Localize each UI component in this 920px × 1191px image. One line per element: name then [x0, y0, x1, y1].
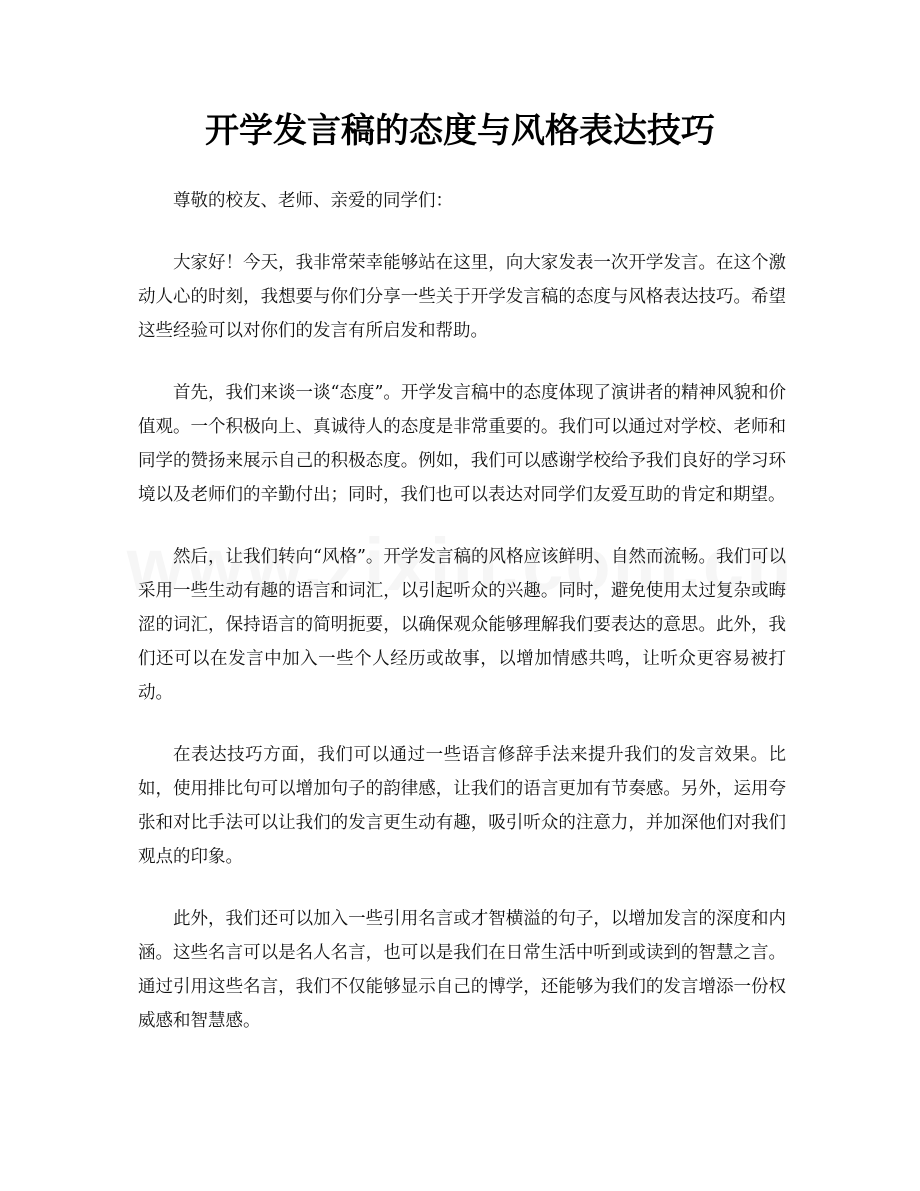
paragraph-style: 然后，让我们转向“风格”。开学发言稿的风格应该鲜明、自然而流畅。我们可以采用一些生动有趣的语言和词汇，以引起听众的兴趣。同时，避免使用太过复杂或晦涩的词汇，保持语言的简明扼要，以确保观众能够理解我们要表达的意思。此外，我们还可以在发言中加入一些个人经历或故事，以增加情感共鸣，让听众更容易被打动。 [138, 547, 786, 703]
paragraph-attitude: 首先，我们来谈一谈“态度”。开学发言稿中的态度体现了演讲者的精神风貌和价值观。一个积极向上、真诚待人的态度是非常重要的。我们可以通过对学校、老师和同学的赞扬来展示自己的积极态度。例如，我们可以感谢学校给予我们良好的学习环境以及老师们的辛勤付出；同时，我们也可以表达对同学们友爱互助的肯定和期望。 [138, 383, 786, 505]
paragraph-salutation: 尊敬的校友、老师、亲爱的同学们： [173, 191, 453, 211]
document-body [138, 184, 786, 1066]
document-title: 开学发言稿的态度与风格表达技巧 [205, 111, 715, 151]
paragraph-greeting: 大家好！今天，我非常荣幸能够站在这里，向大家发表一次开学发言。在这个激动人心的时刻，我想要与你们分享一些关于开学发言稿的态度与风格表达技巧。希望这些经验可以对你们的发言有所启发和帮助。 [138, 253, 786, 341]
paragraph-quotes: 此外，我们还可以加入一些引用名言或才智横溢的句子，以增加发言的深度和内涵。这些名言可以是名人名言，也可以是我们在日常生活中听到或读到的智慧之言。通过引用这些名言，我们不仅能够显示自己的博学，还能够为我们的发言增添一份权威感和智慧感。 [138, 909, 786, 1031]
paragraph-techniques: 在表达技巧方面，我们可以通过一些语言修辞手法来提升我们的发言效果。比如，使用排比句可以增加句子的韵律感，让我们的语言更加有节奏感。另外，运用夸张和对比手法可以让我们的发言更生动有趣，吸引听众的注意力，并加深他们对我们观点的印象。 [138, 745, 786, 867]
